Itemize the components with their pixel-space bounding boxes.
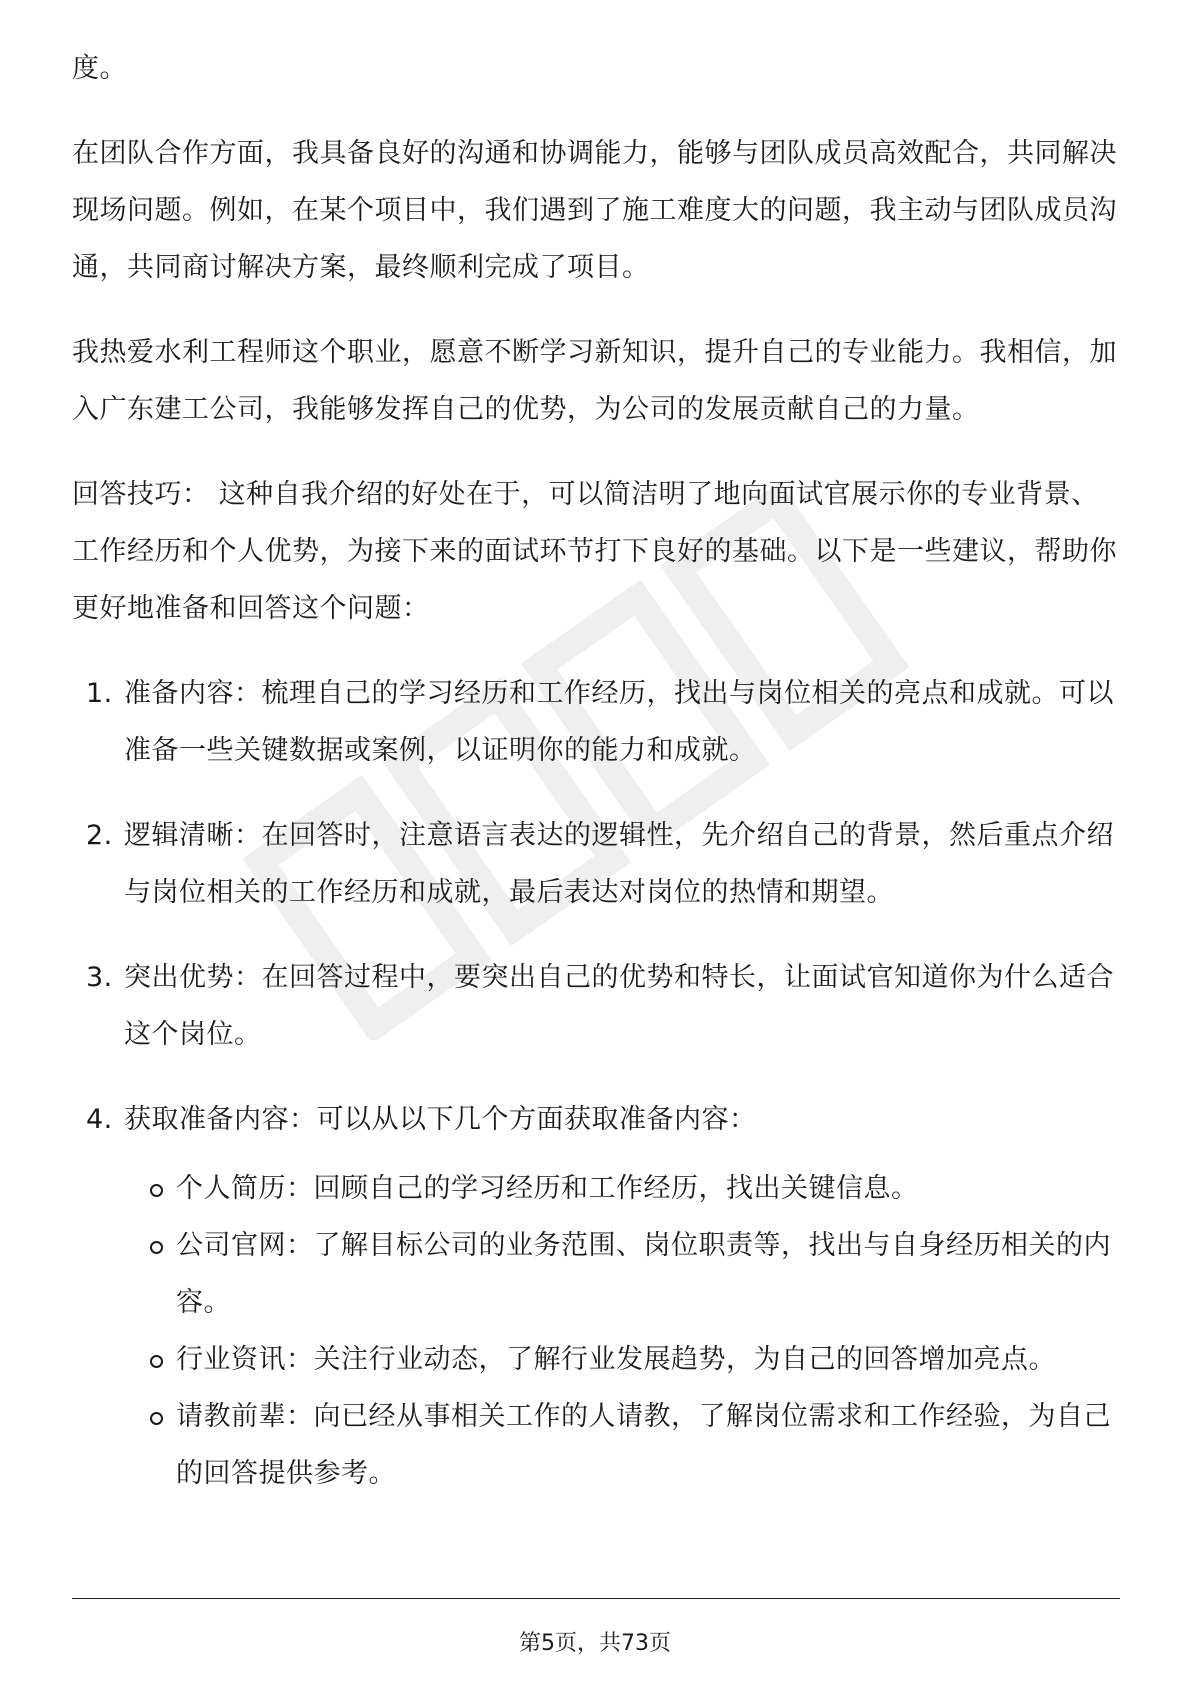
sub-list-item-text: 个人简历：回顾自己的学习经历和工作经历，找出关键信息。: [176, 1173, 919, 1204]
list-number: 4.: [86, 1104, 113, 1135]
list-item-text: 突出优势：在回答过程中，要突出自己的优势和特长，让面试官知道你为什么适合这个岗位。: [124, 962, 1114, 1050]
paragraph-passion: 我热爱水利工程师这个职业，愿意不断学习新知识，提升自己的专业能力。我相信，加入广东建工公司，我能够发挥自己的优势，为公司的发展贡献自己的力量。: [72, 337, 1117, 425]
sub-list-item: [124, 1331, 1120, 1388]
sub-list-item: [124, 1217, 1120, 1331]
list-item: [72, 807, 1120, 921]
list-number: 3.: [86, 962, 113, 993]
sub-list-item: [124, 1388, 1120, 1502]
footer-divider: [72, 1598, 1120, 1599]
page-number: 第5页，共73页: [519, 1631, 671, 1656]
sub-list-item: [124, 1160, 1120, 1217]
circle-bullet-icon: [150, 1355, 163, 1368]
sources-list: [124, 1160, 1120, 1502]
list-item-text: 准备内容：梳理自己的学习经历和工作经历，找出与岗位相关的亮点和成就。可以准备一些关键数据或案例，以证明你的能力和成就。: [124, 678, 1114, 766]
list-number: 2.: [86, 820, 113, 851]
list-item: [72, 665, 1120, 779]
paragraph-continuation: 度。: [72, 53, 127, 84]
list-item-text: 逻辑清晰：在回答时，注意语言表达的逻辑性，先介绍自己的背景，然后重点介绍与岗位相关的工作经历和成就，最后表达对岗位的热情和期望。: [124, 820, 1114, 908]
circle-bullet-icon: [150, 1412, 163, 1425]
list-item-text: 获取准备内容：可以从以下几个方面获取准备内容：: [124, 1104, 757, 1135]
page-content: [72, 40, 1120, 1530]
tips-list: [72, 665, 1120, 1502]
list-item: [72, 949, 1120, 1063]
circle-bullet-icon: [150, 1241, 163, 1254]
list-number: 1.: [86, 678, 113, 709]
sub-list-item-text: 请教前辈：向已经从事相关工作的人请教，了解岗位需求和工作经验，为自己的回答提供参考。: [176, 1401, 1111, 1489]
list-item: [72, 1091, 1120, 1502]
circle-bullet-icon: [150, 1184, 163, 1197]
sub-list-item-text: 行业资讯：关注行业动态，了解行业发展趋势，为自己的回答增加亮点。: [176, 1344, 1056, 1375]
paragraph-answer-tips: 回答技巧： 这种自我介绍的好处在于，可以简洁明了地向面试官展示你的专业背景、工作经历和个人优势，为接下来的面试环节打下良好的基础。以下是一些建议，帮助你更好地准备和回答这个问题：: [72, 479, 1117, 624]
paragraph-teamwork: 在团队合作方面，我具备良好的沟通和协调能力，能够与团队成员高效配合，共同解决现场问题。例如，在某个项目中，我们遇到了施工难度大的问题，我主动与团队成员沟通，共同商讨解决方案，最终顺利完成了项目。: [72, 138, 1117, 283]
sub-list-item-text: 公司官网：了解目标公司的业务范围、岗位职责等，找出与自身经历相关的内容。: [176, 1230, 1111, 1318]
